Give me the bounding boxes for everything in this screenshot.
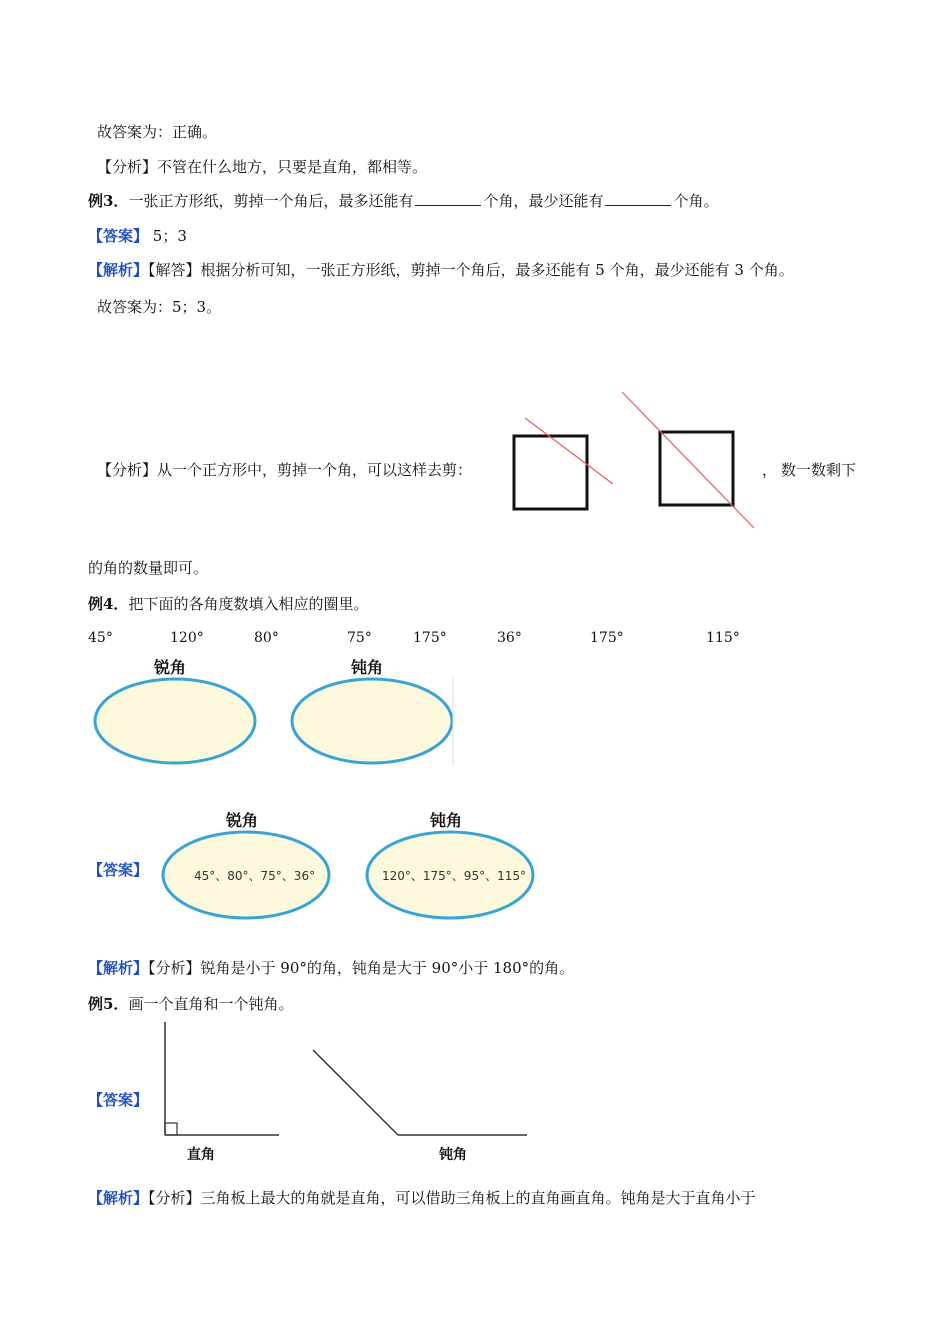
degree-value: 75° <box>347 630 372 646</box>
example-3-label: 例3． <box>88 192 129 210</box>
degree-value: 80° <box>254 630 279 646</box>
answer-tag: 【答案】 <box>88 227 149 245</box>
degree-value: 175° <box>590 630 624 646</box>
degree-value: 120° <box>170 630 204 646</box>
answer-obtuse-label: 钝角 <box>430 811 463 830</box>
fenxi-tag: 【分析】 <box>148 959 201 977</box>
answer-tag: 【答案】 <box>88 1091 149 1109</box>
acute-label: 锐角 <box>154 658 187 677</box>
cut-squares-figure <box>510 388 760 530</box>
degree-value: 115° <box>706 630 740 646</box>
analysis-tail: 数一数剩下 <box>781 461 857 479</box>
jiexi-tag: 【解析】 <box>88 959 149 977</box>
example-5-label: 例5． <box>88 995 129 1013</box>
analysis-tag: 【分析】 <box>97 158 158 176</box>
example-5-jiexi <box>88 1188 756 1208</box>
question-part-b: 个角，最少还能有 <box>483 192 604 210</box>
example-4-jiexi <box>88 958 574 978</box>
obtuse-values: 120°、175°、95°、115° <box>382 869 526 883</box>
example-4-answer <box>88 860 148 880</box>
analysis-comma: ， <box>762 461 778 479</box>
example-3-final: 故答案为：5；3。 <box>97 298 222 316</box>
jiexi-tag: 【解析】 <box>88 1189 149 1207</box>
jiexi-text: 根据分析可知，一张正方形纸，剪掉一个角后，最多还能有 5 个角，最少还能有 3 个角。 <box>200 261 794 279</box>
analysis-text: 不管在什么地方，只要是直角，都相等。 <box>157 158 428 176</box>
example-5-question <box>88 994 293 1014</box>
question-part-a: 一张正方形纸，剪掉一个角后，最多还能有 <box>128 192 414 210</box>
right-angle-label: 直角 <box>187 1147 215 1163</box>
empty-ovals-figure <box>88 676 458 768</box>
jiexi-tag: 【解析】 <box>88 261 149 279</box>
acute-oval[interactable] <box>95 679 255 763</box>
jieda-tag: 【解答】 <box>148 261 201 279</box>
example-4-text: 把下面的各角度数填入相应的圈里。 <box>128 595 369 613</box>
example-3-answer <box>88 226 187 246</box>
right-angle-marker <box>165 1123 177 1135</box>
conclusion-line: 故答案为：正确。 <box>97 123 218 141</box>
obtuse-label: 钝角 <box>351 658 384 677</box>
jiexi-text: 三角板上最大的角就是直角，可以借助三角板上的直角画直角。钝角是大于直角小于 <box>200 1189 756 1207</box>
example-3-analysis: 【分析】从一个正方形中，剪掉一个角，可以这样去剪： <box>97 461 473 479</box>
example-5-answer <box>88 1090 148 1110</box>
obtuse-angle-label: 钝角 <box>439 1147 467 1163</box>
example-4-label: 例4． <box>88 595 129 613</box>
jiexi-text: 锐角是小于 90°的角，钝角是大于 90°小于 180°的角。 <box>200 959 575 977</box>
fenxi-tag: 【分析】 <box>148 1189 201 1207</box>
answer-tag: 【答案】 <box>88 861 149 879</box>
answer-blank-2[interactable] <box>605 191 671 206</box>
example-3-question <box>88 191 718 211</box>
acute-values: 45°、80°、75°、36° <box>194 869 316 883</box>
analysis-line <box>97 157 427 177</box>
angles-figure <box>155 1018 535 1144</box>
degree-value: 36° <box>497 630 522 646</box>
example-5-text: 画一个直角和一个钝角。 <box>128 995 294 1013</box>
example-3-jiexi <box>88 260 794 280</box>
obtuse-angle-slant <box>313 1050 398 1135</box>
answer-text: 5；3 <box>152 227 187 245</box>
answer-acute-label: 锐角 <box>226 811 259 830</box>
example-4-question <box>88 594 368 614</box>
analysis-continuation: 的角的数量即可。 <box>88 559 209 577</box>
degree-value: 175° <box>413 630 447 646</box>
degree-value: 45° <box>88 630 113 646</box>
answer-blank-1[interactable] <box>415 191 481 206</box>
question-part-c: 个角。 <box>673 192 719 210</box>
obtuse-oval[interactable] <box>292 679 452 763</box>
